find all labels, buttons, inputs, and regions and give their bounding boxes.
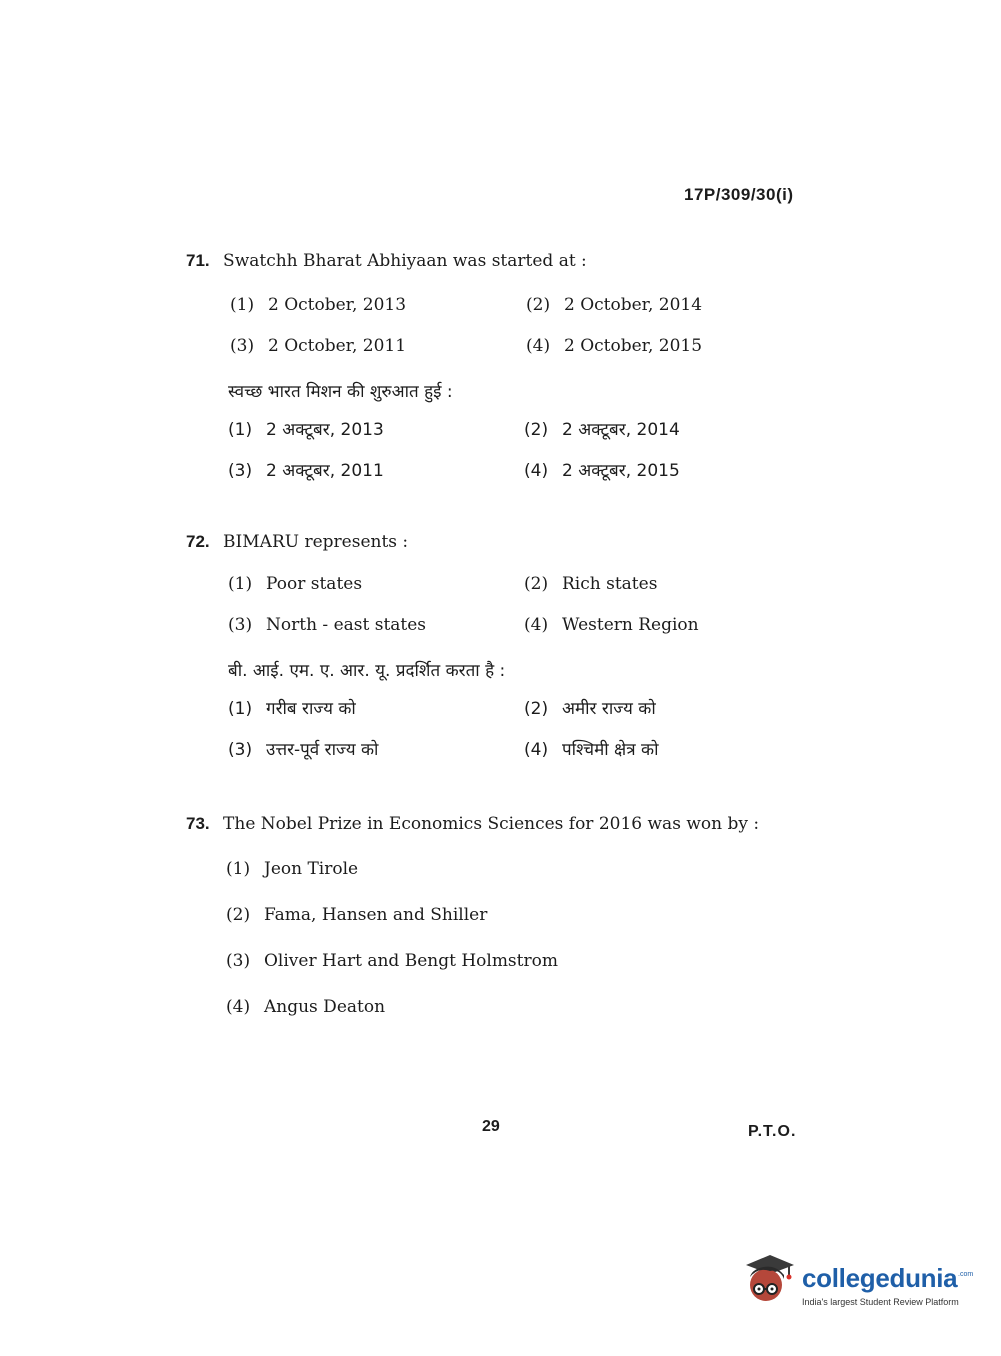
option-3: (3) North - east states xyxy=(228,615,427,635)
hindi-option-2: (2) अमीर राज्य को xyxy=(524,699,656,719)
hindi-option-3: (3) 2 अक्टूबर, 2011 xyxy=(228,461,384,481)
options-english xyxy=(230,285,886,367)
question-text: The Nobel Prize in Economics Sciences for 2016 was won by : xyxy=(223,814,760,834)
mascot-icon xyxy=(740,1247,802,1309)
hindi-option-3: (3) उत्तर-पूर्व राज्य को xyxy=(228,740,379,760)
question-stem xyxy=(186,814,886,834)
collegedunia-watermark xyxy=(740,1247,974,1317)
hindi-option-1: (1) 2 अक्टूबर, 2013 xyxy=(228,420,384,440)
brand-tagline: India's largest Student Review Platform xyxy=(802,1297,959,1307)
option-4: (4) 2 October, 2015 xyxy=(526,336,703,356)
hindi-option-1: (1) गरीब राज्य को xyxy=(228,699,356,719)
option-3: (3) Oliver Hart and Bengt Holmstrom xyxy=(226,951,558,971)
option-1: (1) Poor states xyxy=(228,574,363,594)
please-turn-over: P.T.O. xyxy=(748,1123,797,1140)
hindi-question-text: बी. आई. एम. ए. आर. यू. प्रदर्शित करता है : xyxy=(228,661,506,681)
question-number: 72. xyxy=(186,532,210,551)
options-english xyxy=(228,564,886,646)
option-4: (4) Angus Deaton xyxy=(226,997,386,1017)
option-3: (3) 2 October, 2011 xyxy=(230,336,407,356)
question-stem xyxy=(186,251,886,271)
option-1: (1) Jeon Tirole xyxy=(226,859,359,879)
hindi-question-text: स्वच्छ भारत मिशन की शुरुआत हुई : xyxy=(228,382,453,402)
question-72 xyxy=(186,532,886,771)
option-2: (2) 2 October, 2014 xyxy=(526,295,703,315)
question-number: 73. xyxy=(186,814,210,833)
question-73 xyxy=(186,814,886,1030)
brand-domain: .com xyxy=(958,1271,974,1278)
hindi-option-4: (4) 2 अक्टूबर, 2015 xyxy=(524,461,680,481)
options-english xyxy=(226,846,886,1030)
page-number: 29 xyxy=(482,1118,500,1135)
option-4: (4) Western Region xyxy=(524,615,699,635)
brand-name: collegedunia xyxy=(802,1263,958,1293)
question-71 xyxy=(186,251,886,492)
hindi-option-2: (2) 2 अक्टूबर, 2014 xyxy=(524,420,680,440)
option-2: (2) Fama, Hansen and Shiller xyxy=(226,905,488,925)
option-2: (2) Rich states xyxy=(524,574,658,594)
option-1: (1) 2 October, 2013 xyxy=(230,295,407,315)
hindi-option-4: (4) पश्चिमी क्षेत्र को xyxy=(524,740,659,760)
options-hindi xyxy=(228,689,886,771)
options-hindi xyxy=(228,410,886,492)
question-stem xyxy=(186,532,886,552)
question-number: 71. xyxy=(186,251,210,270)
question-text: Swatchh Bharat Abhiyaan was started at : xyxy=(223,251,587,271)
paper-code: 17P/309/30(i) xyxy=(684,185,794,204)
question-text: BIMARU represents : xyxy=(223,532,409,552)
